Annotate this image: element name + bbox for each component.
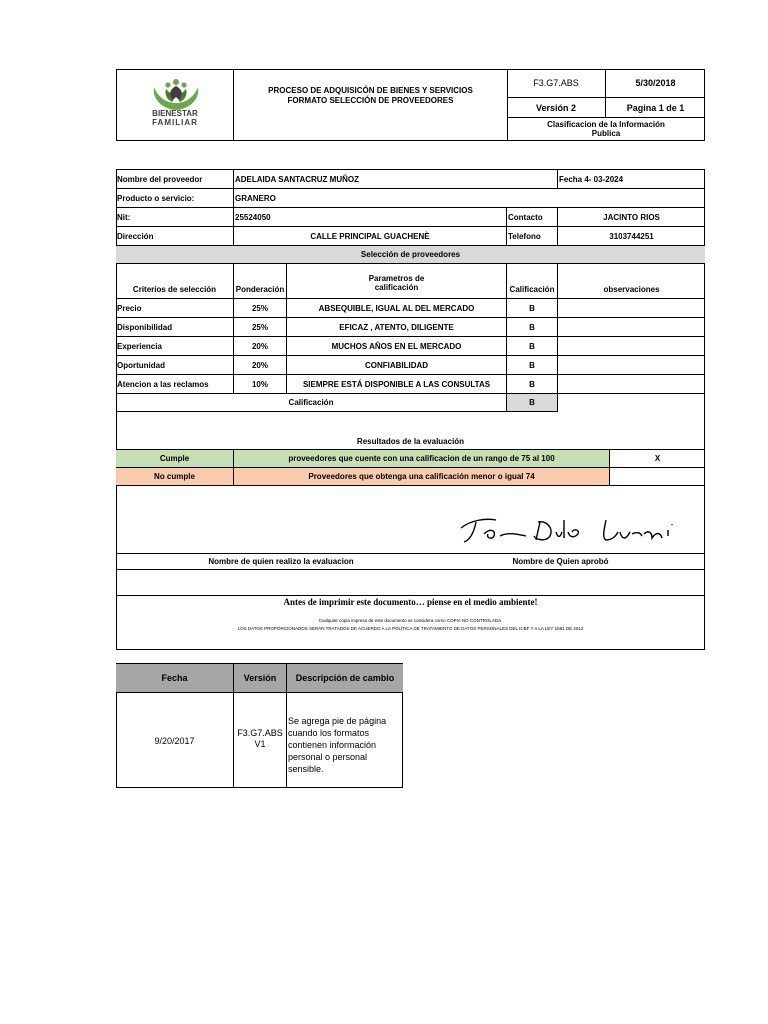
changelog-col-version: Versión [234,664,287,693]
weight-row-0: 25% [234,299,287,318]
form-version: Versión 2 [507,98,606,118]
divider-2 [116,595,705,596]
obs-row-1 [558,318,705,337]
obs-row-0 [558,299,705,318]
pass-label: Cumple [116,450,234,468]
divider-1 [116,569,705,570]
fail-label: No cumple [116,468,234,486]
obs-row-2 [558,337,705,356]
provider-name-value: ADELAIDA SANTACRUZ MUÑOZ [234,170,558,189]
col-weight: Ponderación [234,264,287,299]
contact-value: JACINTO RIOS [558,208,705,227]
score-row-3: B [507,356,558,375]
logo-line2: FAMILIAR [152,118,198,127]
address-label: Dirección [116,227,234,246]
logo-line1: BIENESTAR [152,109,198,118]
logo-cell [116,69,234,141]
pass-desc: proveedores que cuente con una calificacion de un rango de 75 al 100 [234,450,610,468]
param-row-3: CONFIABILIDAD [287,356,507,375]
criteria-row-2: Experiencia [116,337,234,356]
col-params-line1: Parametros de [368,274,425,283]
product-label: Producto o servicio: [116,189,234,208]
col-obs: observaciones [558,264,705,299]
param-row-2: MUCHOS AÑOS EN EL MERCADO [287,337,507,356]
form-page: Pagina 1 de 1 [606,98,705,118]
classification-line1: Clasificacion de la Información [547,120,665,129]
criteria-row-3: Oportunidad [116,356,234,375]
eco-notice: Antes de imprimir este documento… piense en el medio ambiente! [283,597,538,607]
weight-row-3: 20% [234,356,287,375]
total-value: B [507,394,558,412]
provider-name-label: Nombre del proveedor [116,170,234,189]
col-params-line2: calificación [374,283,419,292]
changelog-row-desc: Se agrega pie de página cuando los formatos contienen información personal o personal sensible. [288,716,387,774]
evaluator-label: Nombre de quien realizo la evaluacion [208,556,354,566]
classification [507,119,705,141]
weight-row-4: 10% [234,375,287,394]
signature-area [116,486,705,553]
nit-label: Nit: [116,208,234,227]
col-criteria: Criterios de selección [116,264,234,299]
product-value: GRANERO [234,189,705,208]
address-value: CALLE PRINCIPAL GUACHENÈ [234,227,507,246]
classification-line2: Publica [591,129,621,138]
criteria-row-1: Disponibilidad [116,318,234,337]
weight-row-1: 25% [234,318,287,337]
obs-row-3 [558,356,705,375]
pass-mark: X [610,450,705,468]
param-row-4: SIEMPRE ESTÁ DISPONIBLE A LAS CONSULTAS [287,375,507,394]
param-row-0: ABSEQUIBLE, IGUAL AL DEL MERCADO [287,299,507,318]
changelog-row-version: F3.G7.ABS V1 [234,693,287,788]
changelog-row-date: 9/20/2017 [116,693,234,788]
fail-mark [610,468,705,486]
nit-value: 25524050 [234,208,507,227]
score-row-1: B [507,318,558,337]
copy-notice: Cualquier copia impresa de este documento se considera como COPIA NO CONTROLADA. [318,618,503,623]
fail-desc: Proveedores que obtenga una calificación menor o igual 74 [234,468,610,486]
title-line2: FORMATO SELECCIÓN DE PROVEEDORES [287,96,454,105]
form-code: F3.G7.ABS [507,69,606,98]
provider-date: Fecha 4- 03-2024 [558,170,705,189]
changelog-col-desc: Descripción de cambio [287,664,403,693]
phone-label: Telefono [507,227,558,246]
phone-value: 3103744251 [558,227,705,246]
weight-row-2: 20% [234,337,287,356]
col-score: Calificación [507,264,558,299]
data-notice: LOS DATOS PROPORCIONADOS SERÁN TRATADOS DE ACUERDO A LA POLÍTICA DE TRATAMIENTO DE DATOS PERSONALES DEL ICBF Y A LA LEY 1581 DE 2012 [237,626,584,631]
obs-row-4 [558,375,705,394]
score-row-0: B [507,299,558,318]
criteria-row-0: Precio [116,299,234,318]
results-title: Resultados de la evaluación [116,412,705,450]
selection-section-title: Selección de proveedores [116,246,705,264]
contact-label: Contacto [507,208,558,227]
score-row-2: B [507,337,558,356]
col-params [287,264,507,299]
header-title [234,86,507,106]
title-line1: PROCESO DE ADQUISICÓN DE BIENES Y SERVICIOS [268,86,473,95]
changelog-col-date: Fecha [116,664,234,693]
approver-label: Nombre de Quien aprobó [512,556,609,566]
criteria-row-4: Atencion a las reclamos [116,375,234,394]
score-row-4: B [507,375,558,394]
total-label: Calificación [116,394,507,412]
form-date: 5/30/2018 [606,69,705,98]
param-row-1: EFICAZ , ATENTO, DILIGENTE [287,318,507,337]
signature-image [456,510,706,550]
